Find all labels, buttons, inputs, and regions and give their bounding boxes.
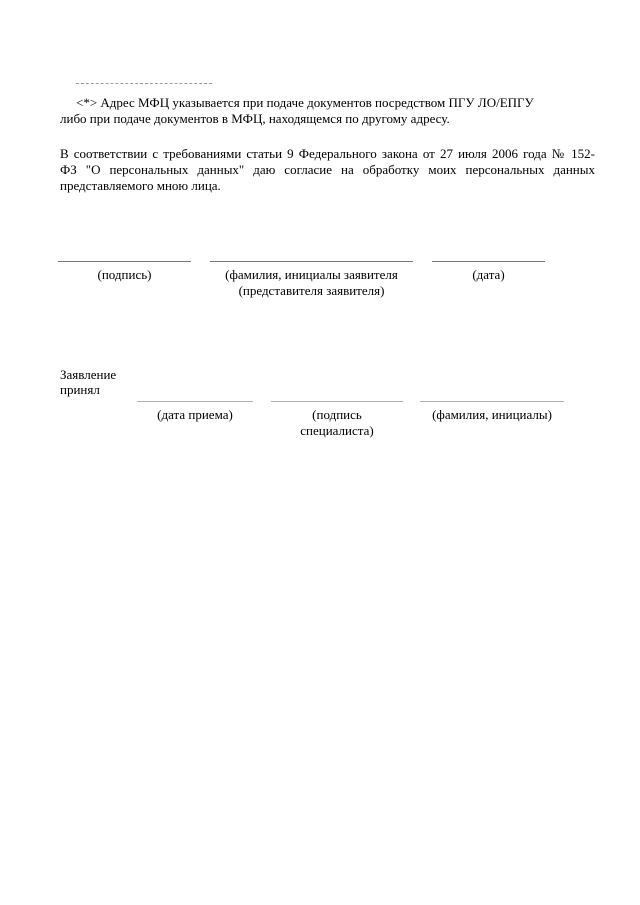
specialist-signature-caption-1: (подпись xyxy=(312,407,362,422)
specialist-name-line xyxy=(420,401,564,402)
specialist-signature-line xyxy=(271,401,403,402)
specialist-signature-caption-2: специалиста) xyxy=(300,423,374,438)
consent-line-2: ФЗ "О персональных данных" даю согласие на обработку моих персональных данных xyxy=(60,162,595,177)
applicant-name-caption-1: (фамилия, инициалы заявителя xyxy=(225,267,398,282)
acceptance-date-caption: (дата приема) xyxy=(157,407,233,422)
date-caption: (дата) xyxy=(472,267,505,282)
accepted-heading-1: Заявление xyxy=(60,367,117,382)
applicant-name-line xyxy=(210,261,413,262)
footnote-separator xyxy=(76,83,212,84)
consent-line-3: представляемого мною лица. xyxy=(60,178,221,193)
specialist-name-caption: (фамилия, инициалы) xyxy=(432,407,552,422)
footnote-line-1: <*> Адрес МФЦ указывается при подаче документов посредством ПГУ ЛО/ЕПГУ xyxy=(76,95,534,110)
footnote-line-2: либо при подаче документов в МФЦ, находящемся по другому адресу. xyxy=(60,111,450,126)
accepted-heading-2: принял xyxy=(60,382,100,397)
consent-line-1: В соответствии с требованиями статьи 9 Федерального закона от 27 июля 2006 года № 152- xyxy=(60,146,595,161)
signature-line xyxy=(58,261,191,262)
acceptance-date-line xyxy=(137,401,253,402)
applicant-name-caption-2: (представителя заявителя) xyxy=(238,283,385,298)
date-line xyxy=(432,261,545,262)
signature-caption: (подпись) xyxy=(97,267,152,282)
